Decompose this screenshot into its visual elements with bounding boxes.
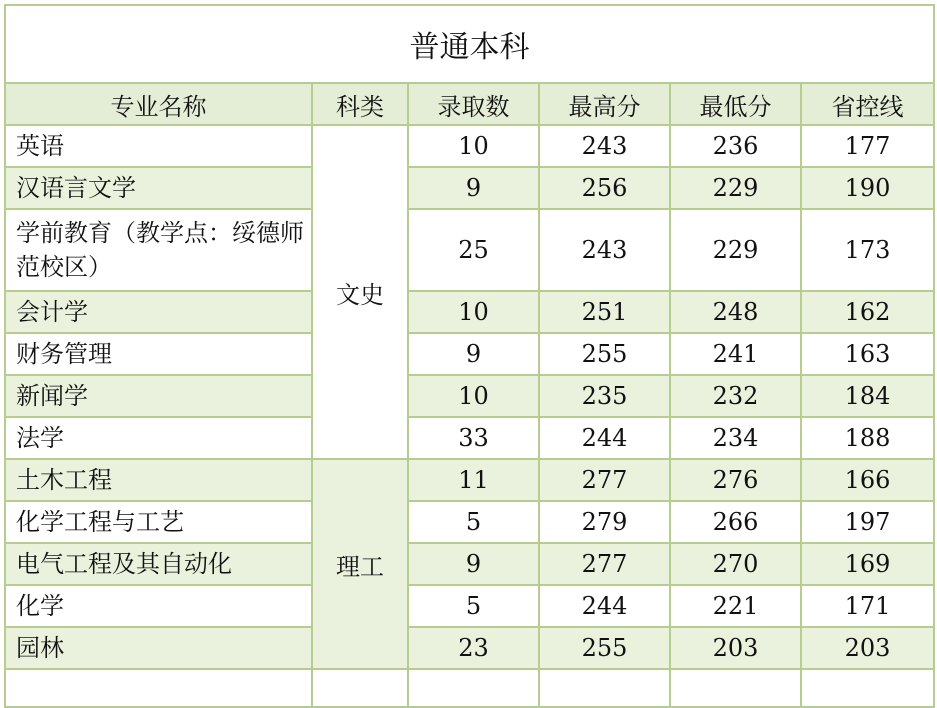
major-name: 新闻学 [5,375,312,417]
highest-score: 251 [539,291,670,333]
lowest-score: 266 [670,501,801,543]
table-row [5,417,934,459]
category-cell: 文史 [312,125,408,459]
lowest-score: 276 [670,459,801,501]
highest-score: 279 [539,501,670,543]
major-name: 化学工程与工艺 [5,501,312,543]
header-highest-score: 最高分 [539,83,670,125]
table-row [5,585,934,627]
provincial-line: 166 [801,459,934,501]
admitted-count: 10 [408,291,539,333]
table-row [5,543,934,585]
highest-score: 235 [539,375,670,417]
lowest-score: 229 [670,167,801,209]
header-major-name: 专业名称 [5,83,312,125]
provincial-line: 184 [801,375,934,417]
admitted-count: 9 [408,543,539,585]
header-admitted-count: 录取数 [408,83,539,125]
header-lowest-score: 最低分 [670,83,801,125]
provincial-line: 190 [801,167,934,209]
highest-score: 256 [539,167,670,209]
admitted-count: 5 [408,585,539,627]
highest-score: 244 [539,417,670,459]
header-provincial-line: 省控线 [801,83,934,125]
table-title: 普通本科 [5,5,934,83]
admission-table-container [4,4,933,688]
highest-score: 255 [539,333,670,375]
lowest-score: 241 [670,333,801,375]
admitted-count: 33 [408,417,539,459]
provincial-line: 163 [801,333,934,375]
admitted-count: 11 [408,459,539,501]
admitted-count: 23 [408,627,539,669]
table-row [5,627,934,669]
lowest-score: 229 [670,209,801,291]
empty-cell [312,669,408,707]
empty-cell [670,669,801,707]
provincial-line: 162 [801,291,934,333]
lowest-score: 248 [670,291,801,333]
provincial-line: 173 [801,209,934,291]
empty-row [5,669,934,707]
table-row [5,333,934,375]
empty-cell [539,669,670,707]
admitted-count: 10 [408,375,539,417]
category-cell: 理工 [312,459,408,669]
highest-score: 255 [539,627,670,669]
lowest-score: 203 [670,627,801,669]
provincial-line: 203 [801,627,934,669]
table-row [5,167,934,209]
lowest-score: 270 [670,543,801,585]
highest-score: 277 [539,459,670,501]
table-row [5,501,934,543]
major-name: 学前教育（教学点：绥德师范校区） [5,209,312,291]
table-row [5,125,934,167]
lowest-score: 221 [670,585,801,627]
major-name: 英语 [5,125,312,167]
empty-cell [408,669,539,707]
highest-score: 243 [539,209,670,291]
major-name: 法学 [5,417,312,459]
header-row [5,83,934,125]
provincial-line: 171 [801,585,934,627]
admitted-count: 25 [408,209,539,291]
lowest-score: 236 [670,125,801,167]
admitted-count: 9 [408,167,539,209]
highest-score: 244 [539,585,670,627]
major-name: 财务管理 [5,333,312,375]
provincial-line: 177 [801,125,934,167]
table-row [5,375,934,417]
header-category: 科类 [312,83,408,125]
highest-score: 243 [539,125,670,167]
highest-score: 277 [539,543,670,585]
provincial-line: 197 [801,501,934,543]
major-name: 会计学 [5,291,312,333]
table-row [5,459,934,501]
provincial-line: 169 [801,543,934,585]
provincial-line: 188 [801,417,934,459]
major-name: 电气工程及其自动化 [5,543,312,585]
table-row [5,291,934,333]
admitted-count: 5 [408,501,539,543]
empty-cell [5,669,312,707]
table-row [5,209,934,291]
lowest-score: 234 [670,417,801,459]
admitted-count: 9 [408,333,539,375]
empty-cell [801,669,934,707]
admitted-count: 10 [408,125,539,167]
admission-table [4,4,935,708]
major-name: 园林 [5,627,312,669]
lowest-score: 232 [670,375,801,417]
major-name: 化学 [5,585,312,627]
major-name: 汉语言文学 [5,167,312,209]
major-name: 土木工程 [5,459,312,501]
